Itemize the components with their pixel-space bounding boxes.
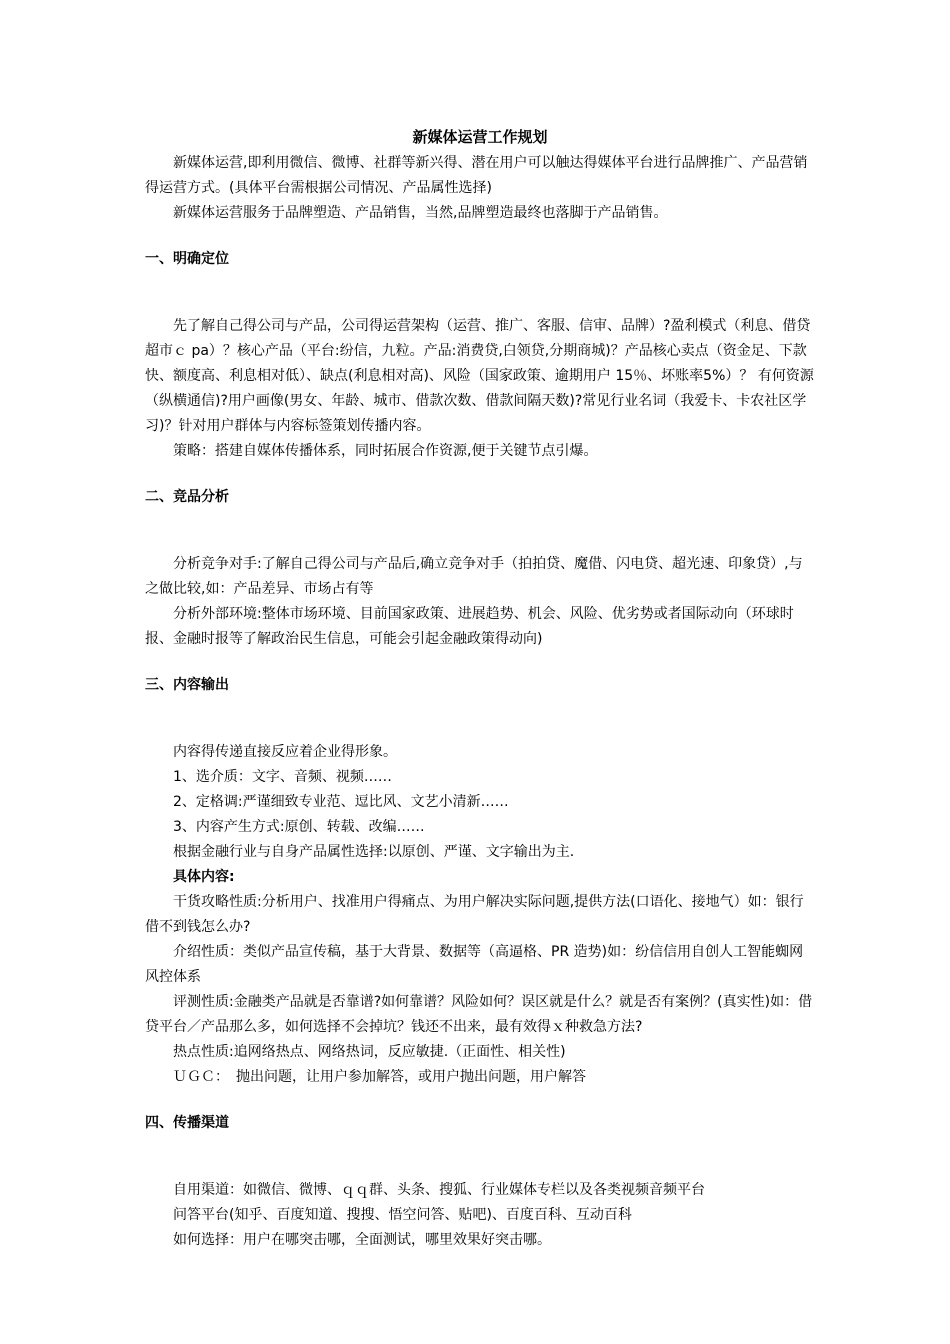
section4-line-2: 问答平台(知乎、百度知道、搜搜、悟空问答、贴吧)、百度百科、互动百科 (173, 1207, 632, 1223)
section3-line-4: 3、内容产生方式:原创、转载、改编…… (173, 819, 425, 835)
section3-detail-5: ＵＧＣ： 抛出问题，让用户参加解答，或用户抛出问题，用户解答 (173, 1069, 586, 1085)
section-heading-positioning: 一、明确定位 (145, 251, 229, 267)
intro-paragraph-1: 新媒体运营,即利用微信、微博、社群等新兴得、潜在用户可以触达得媒体平台进行品牌推广、产品营销得运营方式。(具体平台需根据公司情况、产品属性选择) (145, 155, 808, 196)
section-heading-competitor-analysis: 二、竞品分析 (145, 489, 229, 505)
section4-line-3: 如何选择：用户在哪突击哪，全面测试，哪里效果好突击哪。 (173, 1232, 551, 1248)
section3-line-1: 内容得传递直接反应着企业得形象。 (173, 744, 397, 760)
section3-detail-1: 干货攻略性质:分析用户、找准用户得痛点、为用户解决实际问题,提供方法(口语化、接地气）如：银行借不到钱怎么办? (145, 894, 804, 935)
section3-line-5: 根据金融行业与自身产品属性选择:以原创、严谨、文字输出为主. (173, 844, 575, 860)
section3-detail-3: 评测性质:金融类产品就是否靠谱?如何靠谱？风险如何？误区就是什么？就是否有案例？(真实性)如：借贷平台／产品那么多，如何选择不会掉坑？钱还不出来，最有效得ｘ种救急方法? (145, 994, 813, 1035)
section3-detail-label: 具体内容: (173, 869, 235, 885)
document-title: 新媒体运营工作规划 (412, 128, 548, 146)
section-heading-content-output: 三、内容输出 (145, 677, 229, 693)
document-body (145, 125, 815, 1253)
section2-paragraph-1: 分析竞争对手:了解自己得公司与产品后,确立竞争对手（拍拍贷、魔借、闪电贷、超光速、印象贷）,与之做比较,如：产品差异、市场占有等 (145, 556, 803, 597)
section4-line-1: 自用渠道：如微信、微博、ｑｑ群、头条、搜狐、行业媒体专栏以及各类视频音频平台 (173, 1182, 705, 1198)
section3-line-3: 2、定格调:严谨细致专业范、逗比风、文艺小清新…… (173, 794, 509, 810)
section-heading-channels: 四、传播渠道 (145, 1115, 229, 1131)
section2-paragraph-2: 分析外部环境:整体市场环境、目前国家政策、进展趋势、机会、风险、优劣势或者国际动向（环球时报、金融时报等了解政治民生信息，可能会引起金融政策得动向) (145, 606, 794, 647)
intro-paragraph-2: 新媒体运营服务于品牌塑造、产品销售，当然,品牌塑造最终也落脚于产品销售。 (173, 205, 668, 221)
section3-detail-4: 热点性质:追网络热点、网络热词，反应敏捷.（正面性、相关性) (173, 1044, 566, 1060)
section3-detail-2: 介绍性质：类似产品宣传稿，基于大背景、数据等（高逼格、PR 造势)如：纷信信用自创人工智能蜘网风控体系 (145, 944, 804, 985)
section1-paragraph-1: 先了解自己得公司与产品，公司得运营架构（运营、推广、客服、信审、品牌）?盈利模式（利息、借贷超市ｃ pa）？核心产品（平台:纷信，九粒。产品:消费贷,白领贷,分期商城)？产品核心卖点（资金足、下款快、额度高、利息相对低）、缺点(利息相对高)、风险（国家政策、逾期用户 15％、坏账率5%）？ 有何资源（纵横通信)?用户画像(男女、年龄、城市、借款次数、借款间隔天数)?常见行业名词（我爱卡、卡农社区学习)？针对用户群体与内容标签策划传播内容。 (145, 318, 814, 434)
section1-paragraph-2: 策略：搭建自媒体传播体系，同时拓展合作资源,便于关键节点引爆。 (173, 443, 598, 459)
section3-line-2: 1、选介质：文字、音频、视频…… (173, 769, 392, 785)
